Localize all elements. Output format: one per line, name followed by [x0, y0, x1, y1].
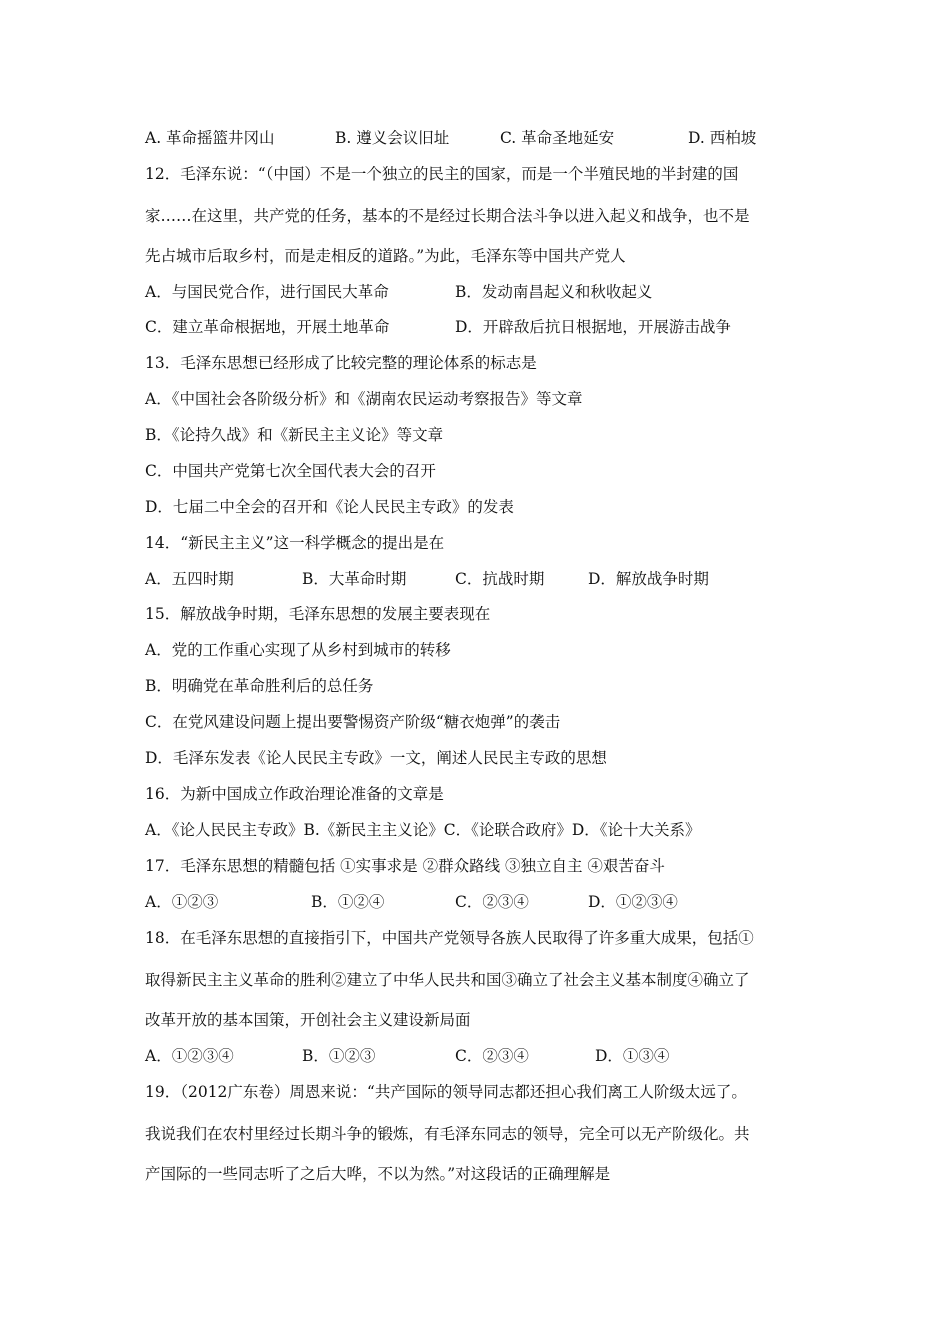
q19-stem-line-1: 19．（2012广东卷）周恩来说：“共产国际的领导同志都还担心我们离工人阶级太远了。	[145, 1083, 747, 1101]
q15-option-d: D．毛泽东发表《论人民民主专政》一文，阐述人民民主专政的思想	[145, 749, 607, 767]
q14-stem: 14．“新民主主义”这一科学概念的提出是在	[145, 534, 445, 552]
q18-option-d: D．①③④	[595, 1047, 670, 1065]
q12-option-d: D．开辟敌后抗日根据地，开展游击战争	[455, 318, 731, 336]
q17-option-b: B．①②④	[311, 893, 385, 911]
q12-option-b: B．发动南昌起义和秋收起义	[455, 283, 653, 301]
q15-stem: 15．解放战争时期，毛泽东思想的发展主要表现在	[145, 605, 491, 623]
q13-option-b: B．《论持久战》和《新民主主义论》等文章	[145, 426, 444, 444]
q17-option-a: A．①②③	[145, 893, 219, 911]
q17-option-c: C．②③④	[455, 893, 529, 911]
q16-options-line: A．《论人民民主专政》B.《新民主主义论》C．《论联合政府》D．《论十大关系》	[145, 821, 701, 839]
q18-stem-line-3: 改革开放的基本国策，开创社会主义建设新局面	[145, 1011, 471, 1029]
q19-stem-line-3: 产国际的一些同志听了之后大哗，不以为然。”对这段话的正确理解是	[145, 1165, 611, 1183]
q13-option-d: D．七届二中全会的召开和《论人民民主专政》的发表	[145, 498, 514, 516]
q13-option-c: C．中国共产党第七次全国代表大会的召开	[145, 462, 436, 480]
q14-option-c: C．抗战时期	[455, 570, 545, 588]
q11-option-b: B. 遵义会议旧址	[335, 129, 450, 147]
q11-option-a: A. 革命摇篮井冈山	[145, 129, 275, 147]
q14-option-a: A．五四时期	[145, 570, 234, 588]
q16-stem: 16．为新中国成立作政治理论准备的文章是	[145, 785, 444, 803]
q17-option-d: D．①②③④	[588, 893, 678, 911]
q12-stem-line-3: 先占城市后取乡村，而是走相反的道路。”为此，毛泽东等中国共产党人	[145, 247, 626, 265]
q17-stem: 17．毛泽东思想的精髓包括 ①实事求是 ②群众路线 ③独立自主 ④艰苦奋斗	[145, 857, 665, 875]
q13-option-a: A．《中国社会各阶级分析》和《湖南农民运动考察报告》等文章	[145, 390, 583, 408]
q12-stem-line-1: 12．毛泽东说：“（中国）不是一个独立的民主的国家，而是一个半殖民地的半封建的国	[145, 165, 739, 183]
q18-option-a: A．①②③④	[145, 1047, 234, 1065]
q15-option-c: C．在党风建设问题上提出要警惕资产阶级“糖衣炮弹”的袭击	[145, 713, 561, 731]
q12-stem-line-2: 家……在这里，共产党的任务，基本的不是经过长期合法斗争以进入起义和战争，也不是	[145, 207, 750, 225]
q18-stem-line-2: 取得新民主主义革命的胜利②建立了中华人民共和国③确立了社会主义基本制度④确立了	[145, 971, 750, 989]
q12-option-c: C．建立革命根据地，开展土地革命	[145, 318, 390, 336]
q18-stem-line-1: 18．在毛泽东思想的直接指引下，中国共产党领导各族人民取得了许多重大成果，包括①	[145, 929, 754, 947]
q14-option-d: D．解放战争时期	[588, 570, 709, 588]
q18-option-c: C．②③④	[455, 1047, 529, 1065]
q13-stem: 13．毛泽东思想已经形成了比较完整的理论体系的标志是	[145, 354, 537, 372]
q15-option-a: A．党的工作重心实现了从乡村到城市的转移	[145, 641, 451, 659]
q11-option-c: C. 革命圣地延安	[500, 129, 615, 147]
q18-option-b: B．①②③	[302, 1047, 376, 1065]
q15-option-b: B．明确党在革命胜利后的总任务	[145, 677, 374, 695]
q11-option-d: D. 西柏坡	[688, 129, 757, 147]
q19-stem-line-2: 我说我们在农村里经过长期斗争的锻炼，有毛泽东同志的领导，完全可以无产阶级化。共	[145, 1125, 750, 1143]
q14-option-b: B．大革命时期	[302, 570, 407, 588]
q12-option-a: A．与国民党合作，进行国民大革命	[145, 283, 389, 301]
